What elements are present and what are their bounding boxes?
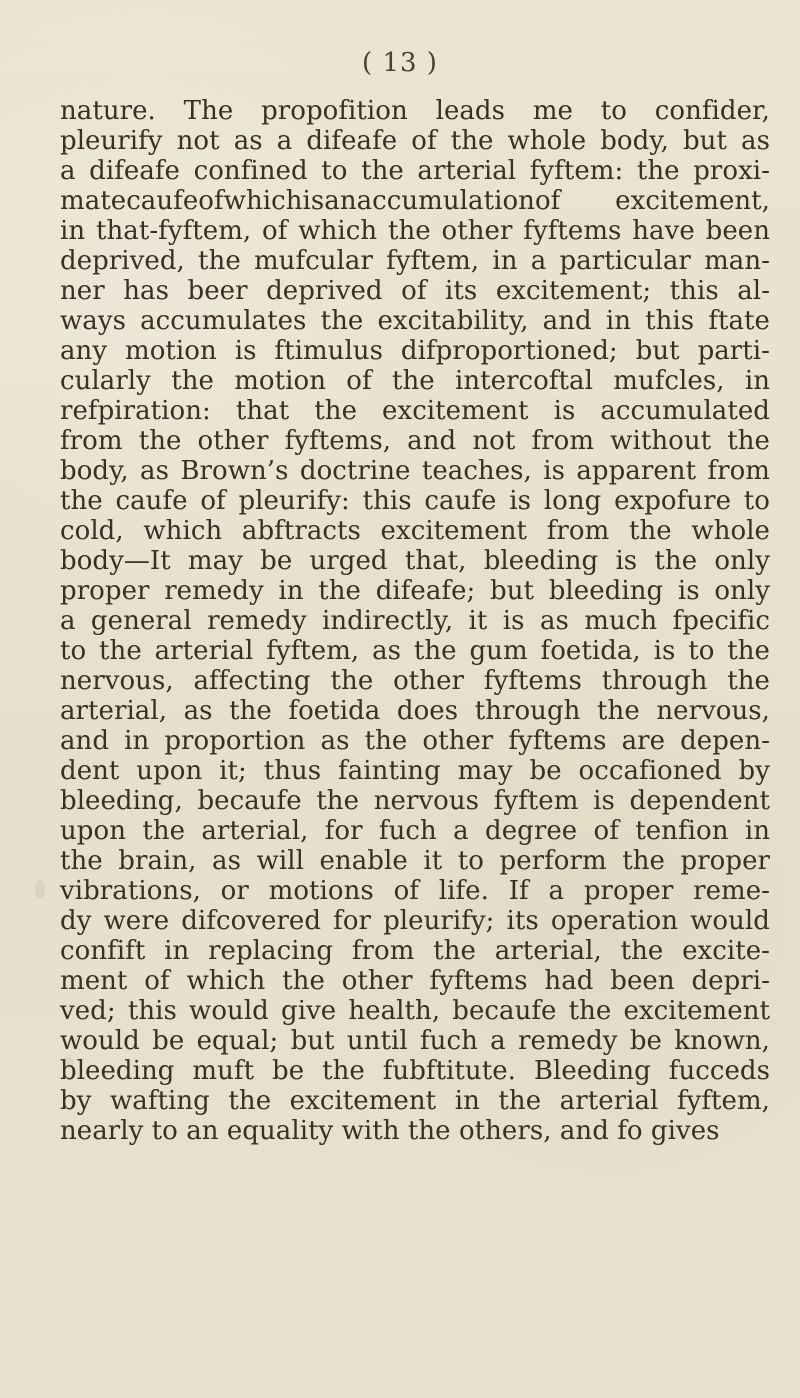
text-line-18: a general remedy indirectly, it is as much fpecific: [60, 606, 770, 636]
text-line-31: ved; this would give health, becaufe the excitement: [60, 996, 770, 1026]
text-line-35: nearly to an equality with the others, and fo gives: [60, 1116, 720, 1146]
paper-mark: [35, 880, 45, 898]
text-line-29: confift in replacing from the arterial, the excite-: [60, 936, 770, 966]
text-line-11: refpiration: that the excitement is accumulated: [60, 396, 770, 426]
text-line-21: arterial, as the foetida does through the nervous,: [60, 696, 770, 726]
text-line-4: matecaufeofwhichisanaccumulationof excitement,: [60, 186, 770, 216]
text-line-15: cold, which abftracts excitement from the whole: [60, 516, 770, 546]
body-text: [60, 96, 770, 1146]
text-line-17: proper remedy in the difeafe; but bleeding is only: [60, 576, 770, 606]
text-line-8: ways accumulates the excitability, and in this ftate: [60, 306, 770, 336]
text-line-24: bleeding, becaufe the nervous fyftem is dependent: [60, 786, 770, 816]
text-line-7: ner has beer deprived of its excitement; this al-: [60, 276, 770, 306]
text-line-28: dy were difcovered for pleurify; its operation would: [60, 906, 770, 936]
text-line-22: and in proportion as the other fyftems are depen-: [60, 726, 770, 756]
text-line-2: pleurify not as a difeafe of the whole body, but as: [60, 126, 770, 156]
text-line-13: body, as Brown’s doctrine teaches, is apparent from: [60, 456, 770, 486]
text-line-25: upon the arterial, for fuch a degree of tenfion in: [60, 816, 770, 846]
text-line-10: cularly the motion of the intercoftal mufcles, in: [60, 366, 770, 396]
text-line-26: the brain, as will enable it to perform the proper: [60, 846, 770, 876]
text-line-23: dent upon it; thus fainting may be occafioned by: [60, 756, 770, 786]
text-line-20: nervous, affecting the other fyftems through the: [60, 666, 770, 696]
text-line-16: body—It may be urged that, bleeding is the only: [60, 546, 770, 576]
text-line-14: the caufe of pleurify: this caufe is long expofure to: [60, 486, 770, 516]
text-line-30: ment of which the other fyftems had been depri-: [60, 966, 770, 996]
text-line-12: from the other fyftems, and not from without the: [60, 426, 770, 456]
text-line-1: nature. The propofition leads me to confider,: [60, 96, 770, 126]
page-number: ( 13 ): [362, 48, 438, 78]
text-line-32: would be equal; but until fuch a remedy be known,: [60, 1026, 770, 1056]
text-line-33: bleeding muft be the fubftitute. Bleeding fucceds: [60, 1056, 770, 1086]
text-line-34: by wafting the excitement in the arterial fyftem,: [60, 1086, 770, 1116]
text-line-9: any motion is ftimulus difproportioned; but parti-: [60, 336, 770, 366]
text-line-27: vibrations, or motions of life. If a proper reme-: [60, 876, 770, 906]
text-line-3: a difeafe confined to the arterial fyftem: the proxi-: [60, 156, 770, 186]
text-line-6: deprived, the mufcular fyftem, in a particular man-: [60, 246, 770, 276]
text-line-5: in that-fyftem, of which the other fyftems have been: [60, 216, 770, 246]
text-line-19: to the arterial fyftem, as the gum foetida, is to the: [60, 636, 770, 666]
